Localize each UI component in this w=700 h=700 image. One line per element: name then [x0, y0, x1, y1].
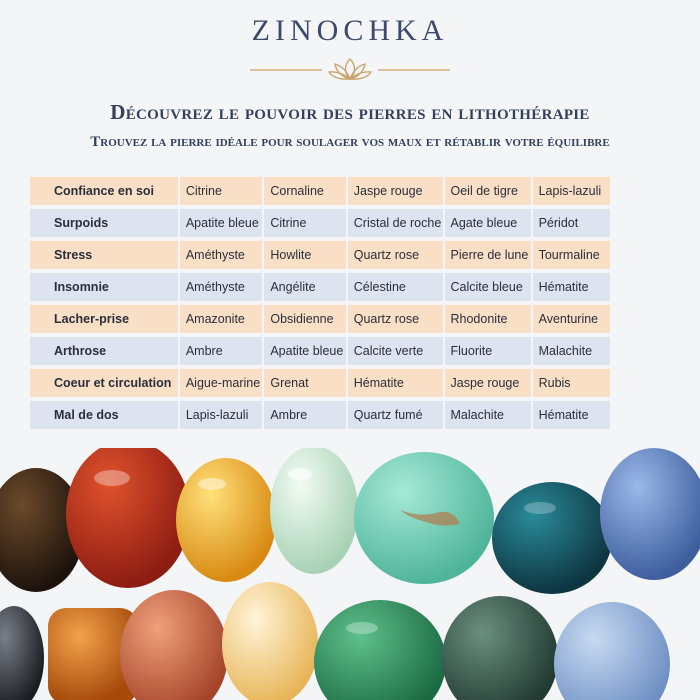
stone-cell: Aigue-marine — [180, 369, 263, 397]
stone-cell: Angélite — [264, 273, 345, 301]
stone-cell: Cristal de roche — [348, 209, 443, 237]
stone-cell: Quartz rose — [348, 305, 443, 333]
stone-cell: Malachite — [445, 401, 531, 429]
stone-cell: Péridot — [533, 209, 610, 237]
stone-cell: Calcite bleue — [445, 273, 531, 301]
stone-cell: Hématite — [533, 401, 610, 429]
highlight — [198, 478, 226, 490]
stone-red — [66, 448, 190, 588]
row-label: Confiance en soi — [30, 177, 178, 205]
highlight — [346, 622, 378, 634]
stone-yellow — [176, 458, 276, 582]
stone-apatite — [492, 482, 612, 594]
brand-logo: ZINOCHKA — [251, 14, 449, 47]
table-row — [30, 177, 610, 205]
stone-cell: Grenat — [264, 369, 345, 397]
gemstones-illustration — [0, 448, 700, 700]
stone-cell: Citrine — [264, 209, 345, 237]
stone-cell: Lapis-lazuli — [533, 177, 610, 205]
stone-cell: Apatite bleue — [264, 337, 345, 365]
stone-cell: Malachite — [533, 337, 610, 365]
stone-sodalite — [600, 448, 700, 580]
stone-cell: Jaspe rouge — [348, 177, 443, 205]
table-row — [30, 401, 610, 429]
row-label: Lacher-prise — [30, 305, 178, 333]
stone-cell: Célestine — [348, 273, 443, 301]
stone-cell: Améthyste — [180, 273, 263, 301]
highlight — [94, 470, 130, 486]
stone-angelite — [554, 602, 670, 700]
stone-cell: Obsidienne — [264, 305, 345, 333]
stone-cell: Calcite verte — [348, 337, 443, 365]
stone-cell: Amazonite — [180, 305, 263, 333]
stone-cell: Hématite — [533, 273, 610, 301]
stone-carnelian — [120, 590, 228, 700]
table-row — [30, 241, 610, 269]
stone-cell: Aventurine — [533, 305, 610, 333]
highlight — [288, 468, 312, 480]
stone-cell: Apatite bleue — [180, 209, 263, 237]
table-row — [30, 209, 610, 237]
highlight — [524, 502, 556, 514]
stone-cell: Ambre — [264, 401, 345, 429]
stone-cell: Howlite — [264, 241, 345, 269]
stone-cell: Ambre — [180, 337, 263, 365]
table-row — [30, 273, 610, 301]
stone-cell: Agate bleue — [445, 209, 531, 237]
table-row — [30, 337, 610, 365]
stone-citrine — [222, 582, 318, 700]
stone-cell: Cornaline — [264, 177, 345, 205]
stone-mint — [270, 448, 358, 574]
row-label: Coeur et circulation — [30, 369, 178, 397]
page-subtitle: Trouvez la pierre idéale pour soulager vos maux et rétablir votre équilibre — [90, 134, 610, 150]
table-row — [30, 305, 610, 333]
stone-cell: Améthyste — [180, 241, 263, 269]
row-label: Stress — [30, 241, 178, 269]
stone-cell: Quartz rose — [348, 241, 443, 269]
stone-cell: Citrine — [180, 177, 263, 205]
row-label: Arthrose — [30, 337, 178, 365]
stone-hematite — [0, 606, 44, 700]
table-row — [30, 369, 610, 397]
stone-moss-agate — [442, 596, 558, 700]
stone-cell: Jaspe rouge — [445, 369, 531, 397]
stone-cell: Quartz fumé — [348, 401, 443, 429]
stone-cell: Pierre de lune — [445, 241, 531, 269]
stone-cell: Hématite — [348, 369, 443, 397]
stone-cell: Rhodonite — [445, 305, 531, 333]
page-title: Découvrez le pouvoir des pierres en lithothérapie — [110, 100, 590, 124]
stone-cell: Fluorite — [445, 337, 531, 365]
stone-cell: Rubis — [533, 369, 610, 397]
stones-table — [28, 173, 612, 433]
stone-cell: Lapis-lazuli — [180, 401, 263, 429]
row-label: Surpoids — [30, 209, 178, 237]
lotus-icon — [250, 55, 450, 85]
stone-cell: Tourmaline — [533, 241, 610, 269]
row-label: Mal de dos — [30, 401, 178, 429]
row-label: Insomnie — [30, 273, 178, 301]
stone-aventurine — [314, 600, 446, 700]
stone-cell: Oeil de tigre — [445, 177, 531, 205]
